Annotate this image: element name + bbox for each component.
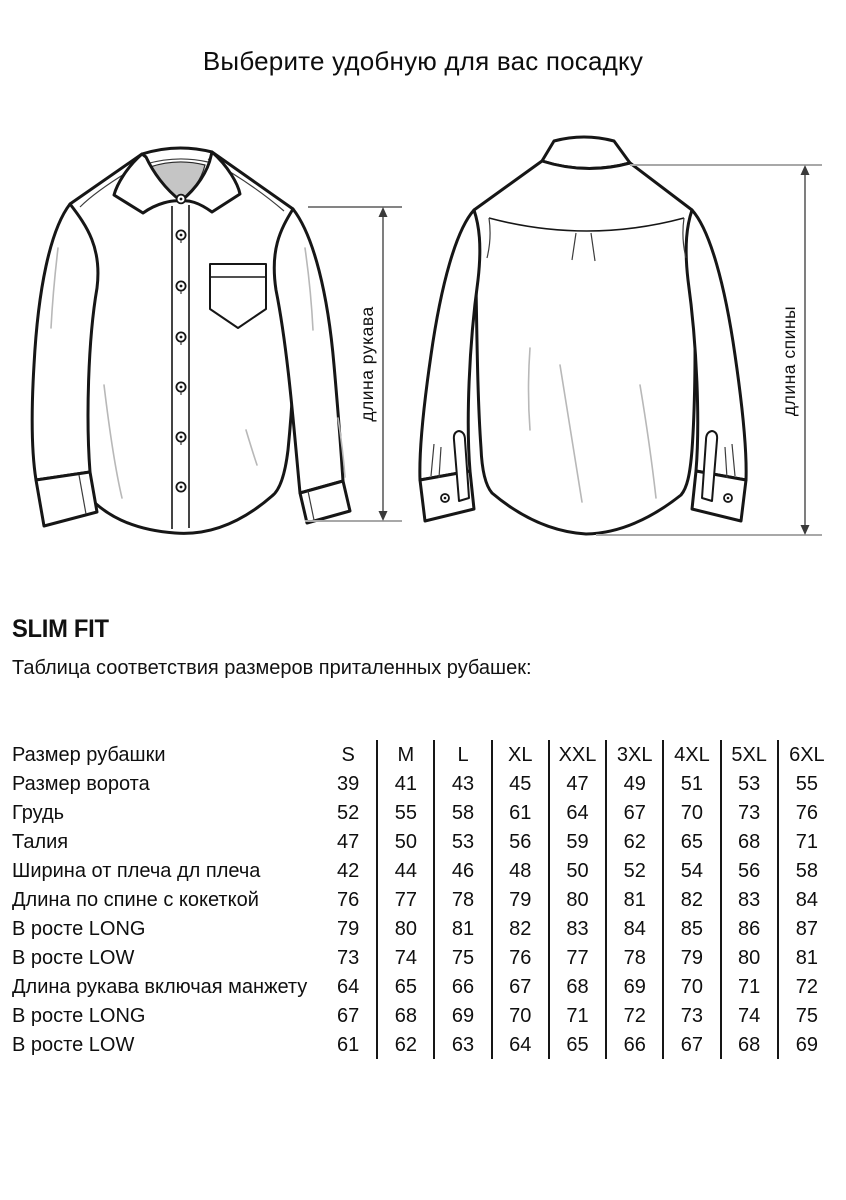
table-row	[12, 914, 835, 943]
cell-value: 4XL	[663, 740, 720, 769]
cell-value: 58	[778, 856, 835, 885]
cell-value: 69	[606, 972, 663, 1001]
cell-value: 47	[549, 769, 606, 798]
front-shirt-drawing	[32, 148, 350, 533]
cell-value: 44	[377, 856, 434, 885]
cell-value: 82	[492, 914, 549, 943]
cell-value: 79	[663, 943, 720, 972]
cell-value: 72	[778, 972, 835, 1001]
cell-value: 73	[663, 1001, 720, 1030]
page-title: Выберите удобную для вас посадку	[202, 46, 644, 76]
cell-value: 65	[549, 1030, 606, 1059]
cell-value: 71	[778, 827, 835, 856]
cell-value: 85	[663, 914, 720, 943]
cell-value: 62	[377, 1030, 434, 1059]
cell-value: 71	[549, 1001, 606, 1030]
row-label: Длина по спине с кокеткой	[12, 888, 259, 911]
cell-value: S	[341, 743, 355, 766]
cell-value: 82	[663, 885, 720, 914]
back-length-label: длина спины	[779, 305, 799, 417]
table-row	[12, 885, 835, 914]
cell-value: 68	[721, 827, 778, 856]
cell-value: 42	[336, 859, 360, 882]
fit-heading: SLIM FIT	[12, 615, 109, 643]
cell-value: 59	[549, 827, 606, 856]
cell-value: 52	[606, 856, 663, 885]
cell-value: 52	[336, 801, 360, 824]
cell-value: 73	[721, 798, 778, 827]
cell-value: 61	[336, 1033, 360, 1056]
cell-value: 69	[434, 1001, 491, 1030]
cell-value: 75	[778, 1001, 835, 1030]
cell-value: 79	[492, 885, 549, 914]
cell-value: 47	[336, 830, 360, 853]
cell-value: 83	[549, 914, 606, 943]
back-body	[474, 161, 695, 534]
cell-value: 81	[778, 943, 835, 972]
cell-value: 50	[377, 827, 434, 856]
cell-value: 80	[377, 914, 434, 943]
cell-value: 76	[778, 798, 835, 827]
table-row	[12, 769, 835, 798]
cell-value: 67	[336, 1004, 360, 1027]
cell-value: 73	[336, 946, 360, 969]
cell-value: 83	[721, 885, 778, 914]
cell-value: 63	[434, 1030, 491, 1059]
cell-value: 84	[778, 885, 835, 914]
cell-value: 64	[549, 798, 606, 827]
table-row	[12, 1001, 835, 1030]
size-table	[12, 740, 835, 1059]
table-row	[12, 798, 835, 827]
row-label: Талия	[12, 830, 69, 853]
cell-value: L	[434, 740, 491, 769]
cell-value: 71	[721, 972, 778, 1001]
cell-value: 69	[778, 1030, 835, 1059]
cell-value: 55	[377, 798, 434, 827]
row-label: Длина рукава включая манжету	[12, 975, 308, 998]
cell-value: 64	[492, 1030, 549, 1059]
table-row	[12, 856, 835, 885]
cell-value: 76	[336, 888, 360, 911]
cell-value: 79	[336, 917, 360, 940]
cell-value: XXL	[549, 740, 606, 769]
cell-value: 74	[377, 943, 434, 972]
cell-value: 65	[663, 827, 720, 856]
cell-value: M	[377, 740, 434, 769]
cell-value: 86	[721, 914, 778, 943]
cell-value: 55	[778, 769, 835, 798]
table-row	[12, 827, 835, 856]
cell-value: 43	[434, 769, 491, 798]
cell-value: 87	[778, 914, 835, 943]
cell-value: 68	[721, 1030, 778, 1059]
table-row	[12, 943, 835, 972]
cell-value: 81	[434, 914, 491, 943]
cell-value: XL	[492, 740, 549, 769]
cell-value: 46	[434, 856, 491, 885]
cell-value: 5XL	[721, 740, 778, 769]
front-left-cuff	[36, 472, 97, 526]
row-label: В росте LONG	[12, 1004, 146, 1027]
cell-value: 53	[434, 827, 491, 856]
cell-value: 70	[492, 1001, 549, 1030]
size-table-body	[12, 740, 835, 1059]
cell-value: 56	[492, 827, 549, 856]
cell-value: 68	[377, 1001, 434, 1030]
row-label: В росте LOW	[12, 1033, 135, 1056]
cell-value: 51	[663, 769, 720, 798]
row-label: Размер ворота	[12, 772, 150, 795]
cell-value: 3XL	[606, 740, 663, 769]
cell-value: 70	[663, 972, 720, 1001]
cell-value: 78	[434, 885, 491, 914]
front-left-sleeve	[32, 204, 98, 480]
cell-value: 65	[377, 972, 434, 1001]
back-right-cuff	[692, 471, 746, 521]
cell-value: 56	[721, 856, 778, 885]
cell-value: 66	[434, 972, 491, 1001]
cell-value: 61	[492, 798, 549, 827]
cell-value: 74	[721, 1001, 778, 1030]
shirt-diagram	[0, 130, 846, 610]
back-shirt-drawing	[420, 137, 746, 534]
cell-value: 50	[549, 856, 606, 885]
cell-value: 66	[606, 1030, 663, 1059]
row-label: Ширина от плеча дл плеча	[12, 859, 261, 882]
cell-value: 80	[721, 943, 778, 972]
cell-value: 67	[606, 798, 663, 827]
cell-value: 67	[663, 1030, 720, 1059]
row-label: В росте LOW	[12, 946, 135, 969]
cell-value: 62	[606, 827, 663, 856]
table-row	[12, 1030, 835, 1059]
cell-value: 58	[434, 798, 491, 827]
cell-value: 45	[492, 769, 549, 798]
cell-value: 84	[606, 914, 663, 943]
cell-value: 49	[606, 769, 663, 798]
cell-value: 41	[377, 769, 434, 798]
cell-value: 64	[336, 975, 360, 998]
cell-value: 76	[492, 943, 549, 972]
table-row	[12, 972, 835, 1001]
row-label: В росте LONG	[12, 917, 146, 940]
cell-value: 80	[549, 885, 606, 914]
cell-value: 78	[606, 943, 663, 972]
table-row	[12, 740, 835, 769]
cell-value: 72	[606, 1001, 663, 1030]
cell-value: 54	[663, 856, 720, 885]
cell-value: 77	[377, 885, 434, 914]
cell-value: 53	[721, 769, 778, 798]
cell-value: 6XL	[778, 740, 835, 769]
cell-value: 39	[336, 772, 360, 795]
row-label: Размер рубашки	[12, 743, 166, 766]
cell-value: 68	[549, 972, 606, 1001]
cell-value: 67	[492, 972, 549, 1001]
sleeve-length-label: длина рукава	[357, 306, 377, 422]
row-label: Грудь	[12, 801, 65, 824]
cell-value: 77	[549, 943, 606, 972]
cell-value: 75	[434, 943, 491, 972]
cell-value: 81	[606, 885, 663, 914]
back-left-sleeve	[420, 210, 480, 480]
cell-value: 70	[663, 798, 720, 827]
cell-value: 48	[492, 856, 549, 885]
table-subtitle: Таблица соответствия размеров приталенных рубашек:	[12, 657, 532, 679]
